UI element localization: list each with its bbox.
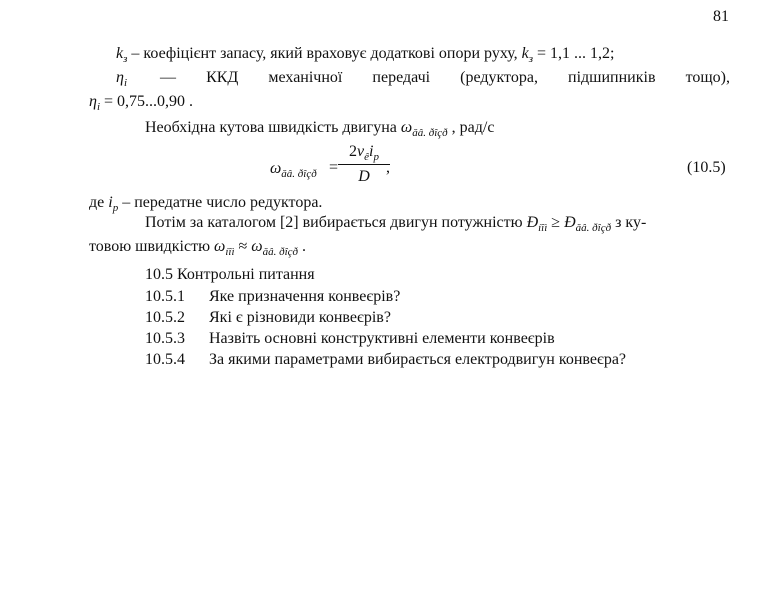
- question-text: Які є різновиди конвеєрів?: [209, 309, 391, 326]
- k3-eq-symbol: k: [521, 45, 529, 62]
- question-item: [145, 329, 555, 349]
- speed-symbol: ω: [400, 119, 413, 136]
- formula-numerator: [349, 142, 379, 163]
- eta-subscript: і: [123, 77, 127, 89]
- catalog-p2: Ð: [564, 214, 576, 231]
- catalog-p1: Ð: [526, 214, 539, 231]
- question-text: За якими параметрами вибирається електродвигун конвеєра?: [209, 351, 627, 368]
- formula-num-coef: 2: [349, 143, 358, 160]
- catalog-w2-sub: ăâ. ðîçð: [262, 246, 299, 258]
- catalog-p2-sub: ăâ. ðîçð: [575, 222, 612, 234]
- questions-heading: 10.5 Контрольні питання: [145, 266, 315, 283]
- where-symbol: i: [108, 194, 113, 211]
- formula-denominator: D: [358, 168, 370, 185]
- catalog-p1-sub: íîì: [538, 222, 548, 234]
- formula-num-i-sub: p: [373, 151, 379, 163]
- question-item: [145, 350, 626, 370]
- catalog-text: Потім за каталогом [2] вибирається двигун потужністю: [145, 214, 527, 231]
- speed-subscript: ăâ. ðîçð: [412, 127, 448, 139]
- k3-subscript: з: [123, 53, 128, 65]
- where-text: – передатне число редуктора.: [118, 194, 323, 211]
- catalog-w2: ω: [251, 238, 263, 255]
- k3-eq-value: = 1,1 ... 1,2;: [533, 45, 615, 62]
- eta-cont-symbol: η: [89, 93, 97, 110]
- catalog-continuation: [89, 237, 306, 258]
- catalog-tail: з ку-: [611, 214, 647, 231]
- question-item: [145, 308, 391, 328]
- formula-equals: =: [329, 159, 339, 176]
- where-subscript: p: [112, 202, 119, 214]
- eta-cont-value: = 0,75...0,90 .: [100, 93, 194, 110]
- formula-lhs: [270, 159, 317, 180]
- formula-fraction: [336, 142, 392, 187]
- eta-cont-subscript: і: [96, 101, 100, 113]
- page-number: 81: [713, 8, 729, 25]
- k3-eq-subscript: з: [528, 53, 534, 65]
- fraction-bar: [338, 164, 390, 165]
- catalog-w1: ω: [214, 238, 226, 255]
- k3-definition: [116, 44, 614, 65]
- question-number: 10.5.2: [145, 309, 185, 326]
- eta-definition: — ККД механічної передачі (редуктора, підшипників тощо),: [160, 69, 730, 86]
- speed-unit: , рад/с: [447, 119, 495, 136]
- where-prefix: де: [89, 194, 109, 211]
- catalog-ge: ≥: [547, 214, 565, 231]
- k3-text: – коефіцієнт запасу, який враховує додаткові опори руху,: [127, 45, 522, 62]
- question-number: 10.5.4: [145, 351, 185, 368]
- question-text: Яке призначення конвеєрів?: [209, 288, 401, 305]
- k3-symbol: k: [116, 45, 124, 62]
- question-text: Назвіть основні конструктивні елементи конвеєрів: [209, 330, 555, 347]
- catalog-end: .: [298, 238, 307, 255]
- question-item: [145, 287, 400, 307]
- formula-num-v-sub: ê: [364, 151, 370, 163]
- formula-number: (10.5): [687, 159, 726, 176]
- eta-symbol-wrap: [116, 68, 127, 89]
- formula-comma: ,: [386, 159, 390, 176]
- catalog-w1-sub: íîì: [225, 246, 235, 258]
- where-definition: [89, 193, 322, 214]
- formula-num-i: i: [369, 143, 374, 160]
- formula-lhs-subscript: ăâ. ðîçð: [281, 168, 317, 180]
- eta-symbol: η: [116, 69, 124, 86]
- formula-num-v: v: [357, 143, 365, 160]
- catalog-cont-text: товою швидкістю: [89, 238, 215, 255]
- formula-lhs-symbol: ω: [270, 160, 282, 177]
- catalog-sentence: [145, 213, 646, 234]
- catalog-approx: ≈: [234, 238, 252, 255]
- speed-text: Необхідна кутова швидкість двигуна: [145, 119, 401, 136]
- speed-sentence: [145, 118, 494, 139]
- eta-range: [89, 92, 193, 113]
- question-number: 10.5.1: [145, 288, 185, 305]
- question-number: 10.5.3: [145, 330, 185, 347]
